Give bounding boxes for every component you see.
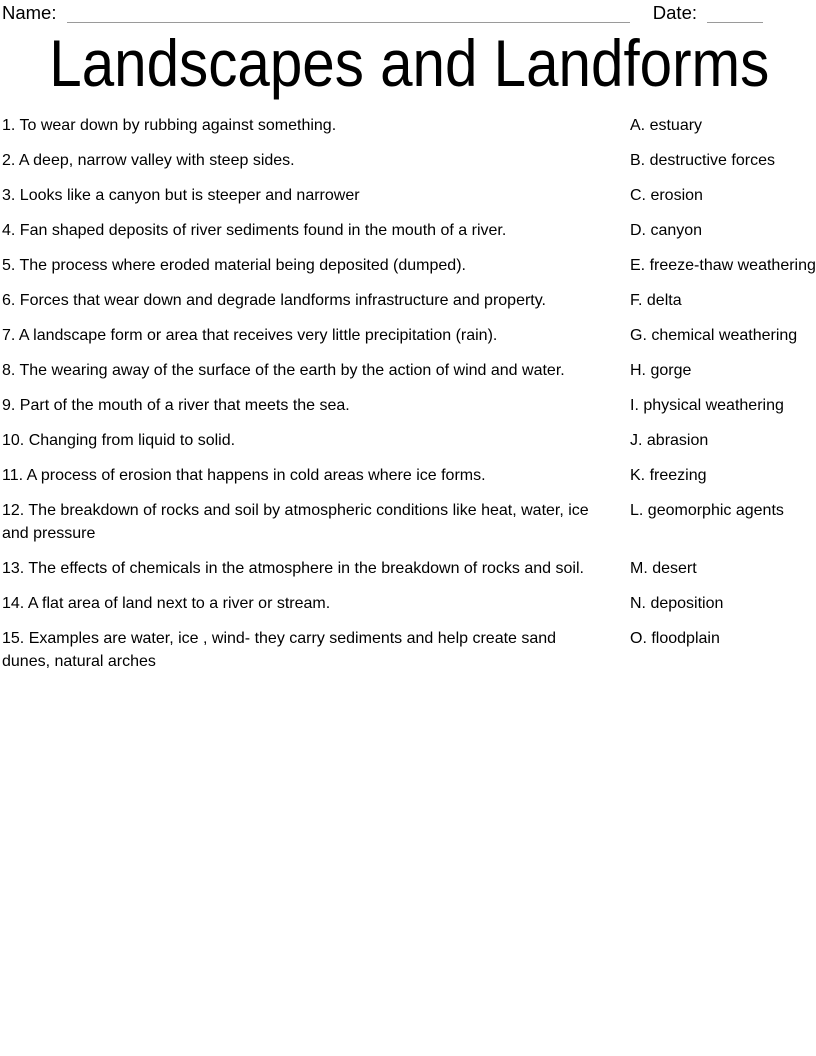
clue-text: To wear down by rubbing against something.: [19, 117, 337, 134]
answer-option: [630, 557, 816, 580]
matching-row: [2, 289, 816, 312]
clue-number: 5.: [2, 257, 16, 274]
clue-number: 12.: [2, 502, 25, 519]
answer-letter: F.: [630, 292, 643, 309]
page-title-text: Landscapes and Landforms: [49, 26, 770, 100]
clue-text: Forces that wear down and degrade landforms infrastructure and property.: [19, 292, 546, 309]
answer-letter: O.: [630, 630, 647, 647]
answer-text: estuary: [649, 117, 703, 134]
date-blank-line[interactable]: [707, 3, 763, 23]
answer-option: [630, 184, 816, 207]
clue-number: 3.: [2, 187, 16, 204]
answer-letter: C.: [630, 187, 646, 204]
answer-option: [630, 464, 816, 487]
answer-text: freeze-thaw weathering: [649, 257, 816, 274]
clue-number: 11.: [2, 467, 24, 484]
clue-number: 7.: [2, 327, 16, 344]
clue-number: 13.: [2, 560, 25, 577]
clue-number: 8.: [2, 362, 16, 379]
clue-text: A process of erosion that happens in cold areas where ice forms.: [26, 467, 486, 484]
matching-row: [2, 324, 816, 347]
answer-text: geomorphic agents: [647, 502, 784, 519]
answer-text: desert: [652, 560, 697, 577]
name-blank-line[interactable]: [67, 3, 630, 23]
clue-number: 15.: [2, 630, 25, 647]
clue-text: The breakdown of rocks and soil by atmospheric conditions like heat, water, ice and pressure: [2, 502, 589, 542]
answer-option: [630, 149, 816, 172]
matching-row: [2, 184, 816, 207]
clue: [2, 289, 630, 312]
clue: [2, 114, 630, 137]
clue-number: 6.: [2, 292, 16, 309]
page-title: [2, 27, 816, 99]
answer-option: [630, 289, 816, 312]
answer-letter: G.: [630, 327, 647, 344]
matching-row: [2, 499, 816, 545]
answer-letter: M.: [630, 560, 648, 577]
answer-letter: D.: [630, 222, 646, 239]
clue-text: Part of the mouth of a river that meets the sea.: [19, 397, 350, 414]
answer-letter: A.: [630, 117, 646, 134]
answer-text: chemical weathering: [651, 327, 798, 344]
clue-number: 9.: [2, 397, 16, 414]
answer-text: physical weathering: [643, 397, 784, 414]
answer-text: freezing: [649, 467, 707, 484]
clue: [2, 499, 630, 545]
matching-row: [2, 592, 816, 615]
answer-text: abrasion: [646, 432, 709, 449]
clue-text: The effects of chemicals in the atmosphere in the breakdown of rocks and soil.: [28, 560, 584, 577]
answer-option: [630, 219, 816, 242]
answer-text: floodplain: [651, 630, 720, 647]
header: [2, 2, 816, 23]
clue: [2, 254, 630, 277]
clue: [2, 149, 630, 172]
clue: [2, 592, 630, 615]
answer-letter: I.: [630, 397, 639, 414]
clue-text: The wearing away of the surface of the earth by the action of wind and water.: [19, 362, 565, 379]
date-label: Date:: [652, 2, 697, 23]
clue-text: A deep, narrow valley with steep sides.: [18, 152, 295, 169]
clue-number: 10.: [2, 432, 25, 449]
clue: [2, 359, 630, 382]
answer-text: deposition: [650, 595, 724, 612]
answer-option: [630, 499, 816, 522]
matching-row: [2, 429, 816, 452]
clue-text: Changing from liquid to solid.: [28, 432, 236, 449]
answer-letter: N.: [630, 595, 646, 612]
answer-option: [630, 359, 816, 382]
matching-row: [2, 149, 816, 172]
matching-row: [2, 464, 816, 487]
clue-text: Looks like a canyon but is steeper and narrower: [19, 187, 360, 204]
clue: [2, 429, 630, 452]
answer-letter: L.: [630, 502, 644, 519]
matching-row: [2, 394, 816, 417]
clue-text: A flat area of land next to a river or stream.: [27, 595, 331, 612]
clue-number: 2.: [2, 152, 16, 169]
matching-list: [2, 114, 816, 673]
answer-letter: J.: [630, 432, 643, 449]
matching-row: [2, 254, 816, 277]
answer-option: [630, 429, 816, 452]
clue: [2, 184, 630, 207]
clue: [2, 627, 630, 673]
clue-text: A landscape form or area that receives very little precipitation (rain).: [18, 327, 498, 344]
matching-row: [2, 359, 816, 382]
matching-row: [2, 627, 816, 673]
answer-letter: B.: [630, 152, 646, 169]
clue: [2, 557, 630, 580]
clue-text: The process where eroded material being deposited (dumped).: [19, 257, 466, 274]
clue-text: Examples are water, ice , wind- they carry sediments and help create sand dunes, natural arches: [2, 630, 557, 670]
answer-option: [630, 394, 816, 417]
answer-option: [630, 254, 816, 277]
answer-text: gorge: [650, 362, 692, 379]
answer-option: [630, 324, 816, 347]
answer-letter: K.: [630, 467, 646, 484]
matching-row: [2, 114, 816, 137]
answer-text: erosion: [650, 187, 703, 204]
clue: [2, 464, 630, 487]
clue: [2, 219, 630, 242]
answer-option: [630, 627, 816, 650]
answer-letter: E.: [630, 257, 646, 274]
clue-text: Fan shaped deposits of river sediments found in the mouth of a river.: [19, 222, 507, 239]
name-label: Name:: [2, 2, 57, 23]
answer-text: destructive forces: [649, 152, 775, 169]
matching-row: [2, 557, 816, 580]
answer-option: [630, 114, 816, 137]
answer-text: delta: [646, 292, 682, 309]
clue-number: 1.: [2, 117, 16, 134]
clue: [2, 394, 630, 417]
answer-text: canyon: [650, 222, 703, 239]
clue: [2, 324, 630, 347]
answer-letter: H.: [630, 362, 646, 379]
answer-option: [630, 592, 816, 615]
matching-row: [2, 219, 816, 242]
clue-number: 4.: [2, 222, 16, 239]
clue-number: 14.: [2, 595, 25, 612]
